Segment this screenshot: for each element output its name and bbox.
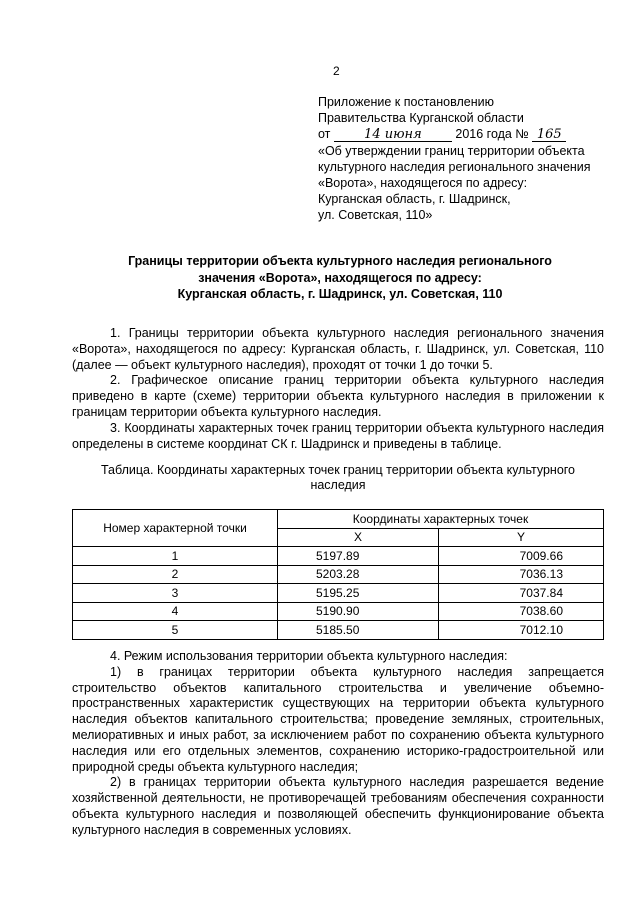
cell-x: 5197.89 — [278, 547, 439, 566]
table-row — [73, 547, 604, 566]
appendix-line-2: Правительства Курганской области — [318, 111, 524, 126]
title-line-2: значения «Ворота», находящегося по адресу: — [198, 270, 482, 285]
header-y: Y — [439, 528, 604, 547]
coordinates-table — [72, 509, 604, 640]
cell-point: 5 — [73, 621, 278, 640]
appendix-date-line — [318, 126, 591, 142]
cell-x: 5185.50 — [278, 621, 439, 640]
appendix-line-4: «Об утверждении границ территории объекта — [318, 143, 585, 158]
table-caption: Таблица. Координаты характерных точек границ территории объекта культурного наследия — [100, 463, 576, 492]
cell-y: 7012.10 — [439, 621, 604, 640]
title-line-1: Границы территории объекта культурного наследия регионального — [128, 254, 552, 268]
cell-y: 7037.84 — [439, 584, 604, 603]
table-header-row — [73, 510, 604, 529]
cell-x: 5190.90 — [278, 602, 439, 621]
table-row — [73, 602, 604, 621]
appendix-header — [318, 94, 591, 224]
cell-y: 7009.66 — [439, 547, 604, 566]
paragraph-4-2: 2) в границах территории объекта культурного наследия разрешается ведение хозяйственной деятельности, не противоречащей требованиям обеспечения сохранности объекта культурного наследия и позволяющей обеспечить функционирование объекта культурного наследия в современных условиях. — [72, 775, 604, 837]
header-x: X — [278, 528, 439, 547]
paragraph-4-1: 1) в границах территории объекта культурного наследия запрещается строительство объектов капитального строительства и увеличение объемно-пространственных характеристик существующих на территории объекта культурного наследия объектов капитального строительства; проведение земляных, строительных, мелиоративных и иных работ, за исключением работ по сохранению объекта культурного наследия или его отдельных элементов, сохранению историко-градостроительной или природной среды объекта культурного наследия; — [72, 664, 604, 774]
table-row — [73, 584, 604, 603]
appendix-line-8: ул. Советская, 110» — [318, 208, 433, 223]
header-coordinates: Координаты характерных точек — [278, 510, 604, 529]
paragraph-1: 1. Границы территории объекта культурного наследия регионального значения «Ворота», находящегося по адресу: Курганская область, г. Шадринск, ул. Советская, 110 (далее — объект культурного наследия), проходят от точки 1 до точки 5. — [72, 326, 604, 372]
handwritten-date: 14 июня — [334, 129, 452, 142]
appendix-line-7: Курганская область, г. Шадринск, — [318, 192, 511, 207]
cell-y: 7036.13 — [439, 565, 604, 584]
table-row — [73, 565, 604, 584]
paragraph-4: 4. Режим использования территории объекта культурного наследия: — [110, 649, 508, 663]
paragraph-2: 2. Графическое описание границ территории объекта культурного наследия приведено в карте (схеме) территории объекта культурного наследия в приложении к границам территории объекта культурного наследия. — [72, 373, 604, 419]
handwritten-number: 165 — [532, 129, 566, 142]
year-text: 2016 года № — [455, 127, 529, 142]
table-row — [73, 621, 604, 640]
cell-point: 2 — [73, 565, 278, 584]
cell-point: 1 — [73, 547, 278, 566]
body-top — [72, 326, 604, 452]
cell-x: 5195.25 — [278, 584, 439, 603]
cell-x: 5203.28 — [278, 565, 439, 584]
paragraph-3: 3. Координаты характерных точек границ территории объекта культурного наследия определены в системе координат СК г. Шадринск и приведены в таблице. — [72, 420, 604, 451]
header-point-number: Номер характерной точки — [73, 510, 278, 547]
body-bottom — [72, 649, 604, 839]
appendix-line-1: Приложение к постановлению — [318, 95, 494, 109]
cell-point: 4 — [73, 602, 278, 621]
document-title — [90, 253, 590, 303]
from-label: от — [318, 127, 331, 142]
appendix-line-6: «Ворота», находящегося по адресу: — [318, 176, 528, 191]
cell-point: 3 — [73, 584, 278, 603]
title-line-3: Курганская область, г. Шадринск, ул. Советская, 110 — [177, 287, 503, 301]
cell-y: 7038.60 — [439, 602, 604, 621]
appendix-line-5: культурного наследия регионального значения — [318, 159, 591, 174]
page-number: 2 — [333, 64, 340, 78]
